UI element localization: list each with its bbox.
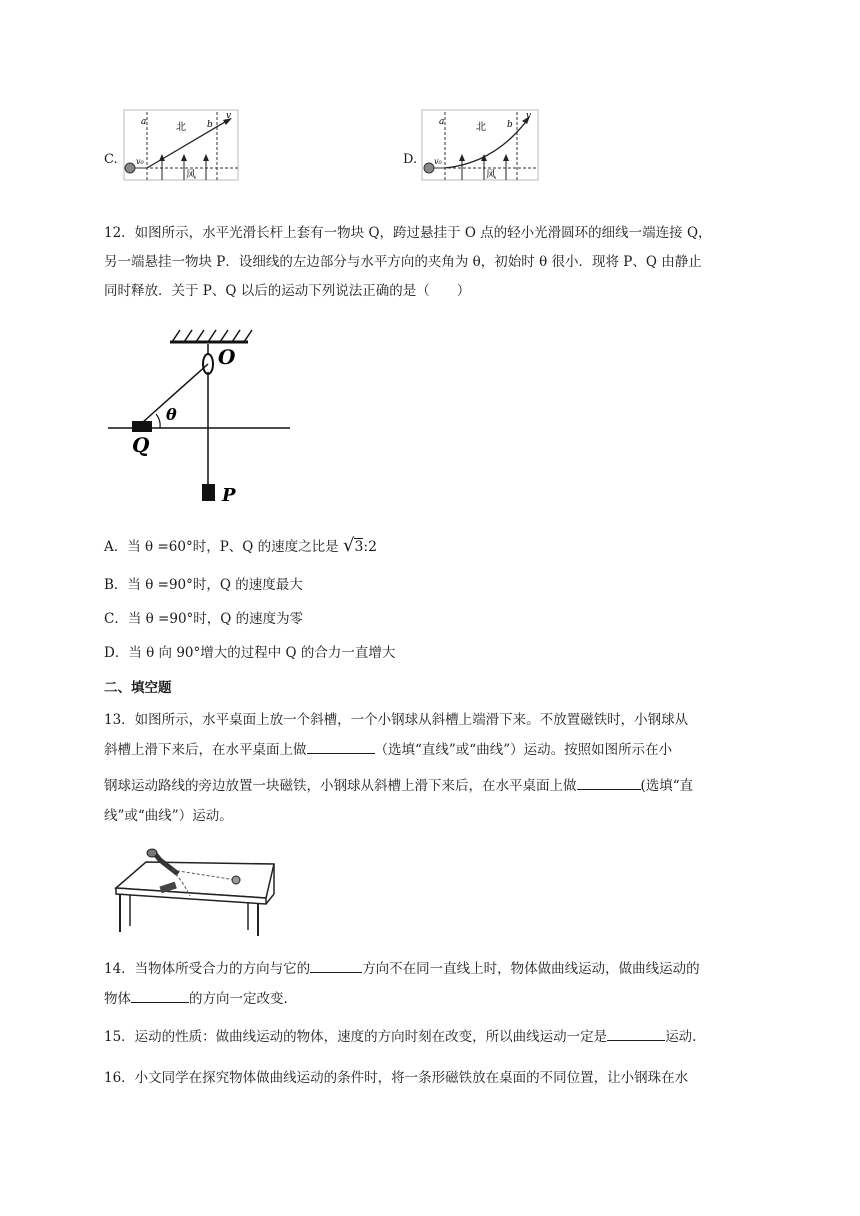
label-wind: 风 [486, 170, 496, 181]
label-b: b [507, 120, 513, 130]
answer-blank[interactable] [310, 958, 362, 973]
answer-blank[interactable] [307, 739, 375, 754]
label-v: v [526, 111, 532, 121]
label-b: b [207, 120, 213, 130]
q15-line-1: 15．运动的性质：做曲线运动的物体，速度的方向时刻在改变，所以曲线运动一定是 运动. [104, 1023, 760, 1052]
label-v0: v₀ [434, 157, 442, 166]
answer-blank[interactable] [131, 988, 189, 1003]
sqrt-symbol: √ [342, 535, 355, 556]
label-theta: θ [166, 405, 177, 424]
sqrt-radicand: 3 [354, 539, 364, 555]
answer-blank[interactable] [577, 775, 641, 790]
label-north: 北 [476, 122, 486, 133]
q12-line-1: 12．如图所示，水平光滑长杆上套有一物块 Q，跨过悬挂于 O 点的轻小光滑圆环的细线一端连接 Q， [104, 225, 712, 241]
q14-line-2: 物体 的方向一定改变. [104, 985, 760, 1014]
q13-line-2: 斜槽上滑下来后，在水平桌面上做 （选填“直线”或“曲线”）运动。按照如图所示在小 [104, 736, 760, 765]
option-b[interactable]: B．当 θ =90°时，Q 的速度最大 [104, 577, 303, 593]
option-d-label: D. [403, 152, 418, 167]
label-a: a [141, 117, 147, 127]
q16-line-1: 16．小文同学在探究物体做曲线运动的条件时，将一条形磁铁放在桌面的不同位置，让小钢珠在水 [104, 1070, 689, 1086]
q13-line-3: 钢球运动路线的旁边放置一块磁铁，小钢球从斜槽上滑下来后，在水平桌面上做 (选填“直 [104, 772, 760, 801]
label-P: P [222, 485, 236, 506]
q14-line-1: 14．当物体所受合力的方向与它的 方向不在同一直线上时，物体做曲线运动，做曲线运动的 [104, 955, 760, 984]
q12-pulley-figure [108, 324, 298, 508]
answer-blank[interactable] [607, 1026, 665, 1041]
q12-line-2: 另一端悬挂一物块 P．设细线的左边部分与水平方向的夹角为 θ，初始时 θ 很小．现将 P、Q 由静止 [104, 254, 702, 270]
option-c-label: C. [104, 152, 118, 167]
label-wind: 风 [186, 170, 196, 181]
label-north: 北 [176, 122, 186, 133]
q13-table-figure [108, 846, 280, 938]
q13-line-4: 线”或“曲线”）运动。 [104, 808, 233, 824]
label-v0: v₀ [136, 157, 144, 166]
section-heading-fill-in: 二、填空题 [104, 680, 172, 696]
ratio-rest: :2 [363, 539, 377, 555]
label-a: a [439, 117, 445, 127]
label-Q: Q [132, 433, 150, 457]
label-v: v [226, 111, 232, 121]
option-c[interactable]: C．当 θ =90°时，Q 的速度为零 [104, 611, 304, 627]
figure-c-trajectory-straight [122, 108, 240, 182]
figure-d-trajectory-curve [420, 108, 540, 182]
label-O: O [218, 345, 236, 369]
option-d[interactable]: D．当 θ 向 90°增大的过程中 Q 的合力一直增大 [104, 645, 396, 661]
option-a[interactable] [104, 535, 377, 556]
q13-line-1: 13．如图所示，水平桌面上放一个斜槽，一个小钢球从斜槽上端滑下来。不放置磁铁时，小钢球从 [104, 712, 689, 728]
q12-line-3: 同时释放．关于 P、Q 以后的运动下列说法正确的是（ ） [104, 283, 471, 299]
option-a-text: A．当 θ =60°时，P、Q 的速度之比是 [104, 539, 339, 555]
